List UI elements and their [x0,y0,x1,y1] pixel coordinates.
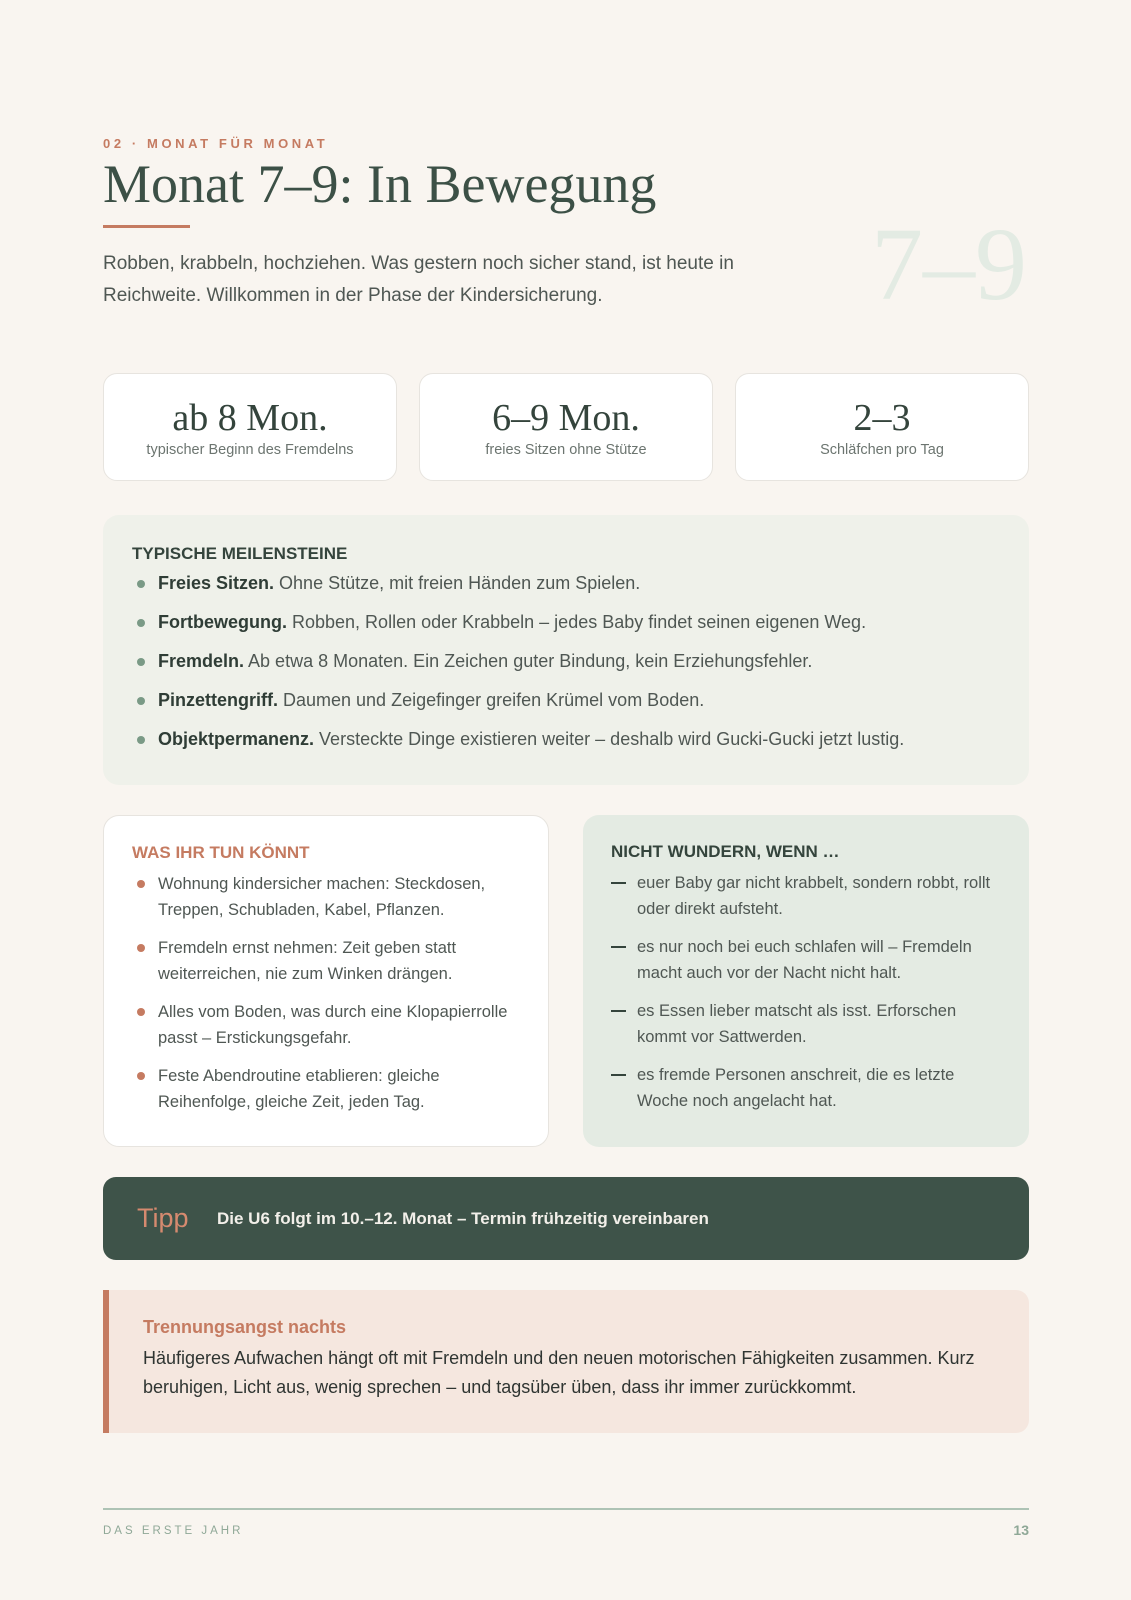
list-item [132,611,1000,634]
list-item [132,572,1000,595]
callout-title: Trennungsangst nachts [143,1317,347,1337]
tip-label: Tipp [137,1203,189,1233]
footer-book-title: DAS ERSTE JAHR [103,1525,244,1537]
list-item [132,935,521,987]
stat-value: 2–3 [853,396,911,439]
bullet-dot-icon [137,1072,145,1080]
callout-body: Häufigeres Aufwachen hängt oft mit Fremdeln und den neuen motorischen Fähigkeiten zusammen. Kurz beruhigen, Licht aus, wenig sprechen – und tagsüber üben, dass ihr immer zurückkommt. [143,1348,975,1397]
list-item [132,999,521,1051]
footer-divider [103,1508,1029,1510]
bullet-dot-icon [137,880,145,888]
stat-label: typischer Beginn des Fremdelns [146,441,354,458]
dont-worry-text: es Essen lieber matscht als isst. Erforschen kommt vor Sattwerden. [637,1002,957,1046]
list-item [132,650,1000,673]
list-item [611,1062,1002,1114]
dont-worry-text: es fremde Personen anschreit, die es letzte Woche noch angelacht hat. [637,1066,955,1110]
stat-card [735,373,1029,481]
milestone-text: Daumen und Zeigefinger greifen Krümel vom Boden. [278,690,705,710]
todo-text: Wohnung kindersicher machen: Steckdosen, Treppen, Schubladen, Kabel, Pflanzen. [158,875,486,919]
dont-worry-card [583,815,1029,1147]
page [103,0,1029,1600]
stats-row [103,373,1029,481]
tip-text: Die U6 folgt im 10.–12. Monat – Termin frühzeitig vereinbaren [217,1208,709,1228]
page-title: Monat 7–9: In Bewegung [103,154,657,214]
milestone-text: Robben, Rollen oder Krabbeln – jedes Baby findet seinen eigenen Weg. [287,612,867,632]
todo-card [103,815,549,1147]
list-item [132,689,1000,712]
stat-label: freies Sitzen ohne Stütze [485,441,647,458]
dont-worry-text: es nur noch bei euch schlafen will – Fremdeln macht auch vor der Nacht nicht halt. [637,938,972,982]
decorative-month-range: 7–9 [871,207,1027,322]
bullet-dot-icon [137,580,145,588]
list-item [611,934,1002,986]
bullet-dot-icon [137,736,145,744]
dont-worry-list [611,870,1002,1114]
intro-text: Robben, krabbeln, hochziehen. Was gestern noch sicher stand, ist heute in Reichweite. Willkommen in der Phase der Kindersicherung. [103,253,734,306]
dont-worry-text: euer Baby gar nicht krabbelt, sondern robbt, rollt oder direkt aufsteht. [637,874,991,918]
stat-value: ab 8 Mon. [172,396,328,439]
milestone-title: Fortbewegung. [158,612,287,632]
bullet-dot-icon [137,697,145,705]
tip-banner [103,1177,1029,1260]
milestones-list [132,572,1000,751]
stat-card [103,373,397,481]
todo-text: Feste Abendroutine etablieren: gleiche Reihenfolge, gleiche Zeit, jeden Tag. [158,1067,440,1111]
milestone-text: Ab etwa 8 Monaten. Ein Zeichen guter Bindung, kein Erziehungsfehler. [244,651,813,671]
bullet-dot-icon [137,1008,145,1016]
dont-worry-heading: NICHT WUNDERN, WENN … [611,842,840,861]
milestone-text: Ohne Stütze, mit freien Händen zum Spielen. [274,573,641,593]
list-item [132,728,1000,751]
milestone-title: Pinzettengriff. [158,690,278,710]
todo-text: Alles vom Boden, was durch eine Klopapierrolle passt – Erstickungsgefahr. [158,1003,508,1047]
list-item [132,871,521,923]
todo-text: Fremdeln ernst nehmen: Zeit geben statt weiterreichen, nie zum Winken drängen. [158,939,457,983]
dash-icon [611,882,626,884]
list-item [611,870,1002,922]
dash-icon [611,1074,626,1076]
todo-list [132,871,521,1115]
todo-heading: WAS IHR TUN KÖNNT [132,843,310,862]
list-item [132,1063,521,1115]
chapter-eyebrow: 02 · MONAT FÜR MONAT [103,136,329,151]
milestones-heading: TYPISCHE MEILENSTEINE [132,544,348,563]
milestones-panel [103,515,1029,785]
bullet-dot-icon [137,658,145,666]
bullet-dot-icon [137,944,145,952]
milestone-title: Fremdeln. [158,651,245,671]
milestone-text: Versteckte Dinge existieren weiter – deshalb wird Gucki-Gucki jetzt lustig. [314,729,905,749]
dash-icon [611,1010,626,1012]
stat-card [419,373,713,481]
milestone-title: Freies Sitzen. [158,573,275,593]
dash-icon [611,946,626,948]
stat-label: Schläfchen pro Tag [820,441,944,458]
page-number: 13 [1013,1522,1029,1538]
milestone-title: Objektpermanenz. [158,729,315,749]
title-underline [103,225,190,228]
info-callout [103,1290,1029,1433]
list-item [611,998,1002,1050]
bullet-dot-icon [137,619,145,627]
stat-value: 6–9 Mon. [492,396,640,439]
